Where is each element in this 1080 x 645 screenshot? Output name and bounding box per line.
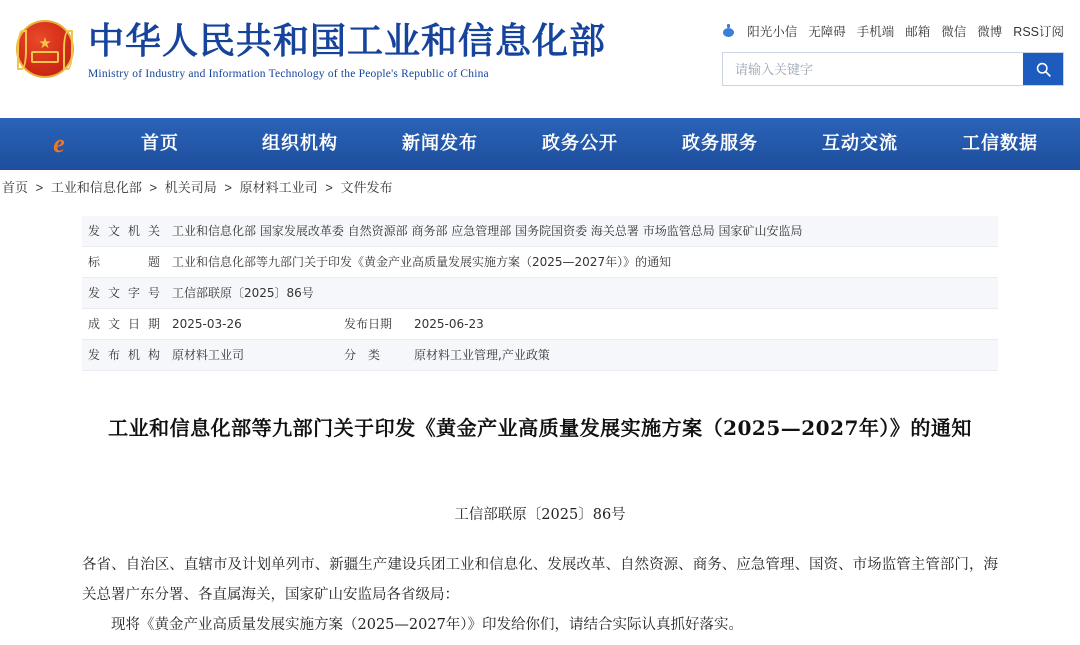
sun-icon bbox=[721, 24, 736, 39]
breadcrumb-item-raw-materials[interactable]: 原材料工业司 bbox=[239, 180, 318, 195]
top-link-sunshine[interactable]: 阳光小信 bbox=[747, 25, 798, 39]
nav-items bbox=[90, 118, 1070, 170]
breadcrumb-item-document-release[interactable]: 文件发布 bbox=[340, 180, 393, 195]
meta-value-release-date: 2025-06-23 bbox=[408, 309, 998, 340]
nav-item-government-affairs[interactable]: 政务公开 bbox=[542, 133, 618, 154]
meta-value-category: 原材料工业管理,产业政策 bbox=[408, 340, 998, 371]
breadcrumb-separator: > bbox=[325, 180, 333, 195]
nav-item-data[interactable]: 工信数据 bbox=[962, 133, 1038, 154]
document-paragraph-body: 现将《黄金产业高质量发展实施方案（2025—2027年）》印发给你们，请结合实际认真抓好落实。 bbox=[111, 617, 744, 633]
top-link-weibo[interactable]: 微博 bbox=[977, 25, 1003, 39]
miit-e-logo-icon: e bbox=[53, 129, 65, 158]
site-header bbox=[0, 0, 1080, 118]
nav-item-news[interactable]: 新闻发布 bbox=[402, 133, 478, 154]
meta-label-publisher: 发布机构 bbox=[82, 340, 166, 371]
meta-label-release-date: 发布日期 bbox=[338, 309, 408, 340]
table-row bbox=[82, 247, 998, 278]
top-link-mail[interactable]: 邮箱 bbox=[905, 25, 931, 39]
nav-item-interaction[interactable]: 互动交流 bbox=[822, 133, 898, 154]
nav-item-home[interactable]: 首页 bbox=[141, 133, 179, 154]
document-paragraph-recipients: 各省、自治区、直辖市及计划单列市、新疆生产建设兵团工业和信息化、发展改革、自然资源、商务、应急管理、国资、市场监管主管部门，海关总署广东分署、各直属海关，国家矿山安监局各省级局： bbox=[82, 557, 998, 603]
breadcrumb-separator: > bbox=[149, 180, 158, 195]
header-utilities bbox=[722, 22, 1064, 86]
meta-label-title: 标 题 bbox=[82, 247, 166, 278]
meta-label-completion-date: 成文日期 bbox=[82, 309, 166, 340]
site-title-block bbox=[88, 20, 606, 80]
top-link-wechat[interactable]: 微信 bbox=[941, 25, 967, 39]
document-number: 工信部联原〔2025〕86号 bbox=[454, 507, 626, 523]
nav-item-organization[interactable]: 组织机构 bbox=[262, 133, 338, 154]
table-row bbox=[82, 340, 998, 371]
national-emblem-icon: ★ bbox=[14, 18, 76, 80]
top-link-rss[interactable]: RSS订阅 bbox=[1013, 25, 1064, 39]
top-links bbox=[722, 22, 1064, 40]
document-meta-table bbox=[82, 216, 998, 371]
breadcrumb-item-home[interactable]: 首页 bbox=[2, 180, 29, 195]
top-link-mobile[interactable]: 手机端 bbox=[856, 25, 895, 39]
table-row bbox=[82, 309, 998, 340]
meta-value-document-number: 工信部联原〔2025〕86号 bbox=[166, 278, 998, 309]
meta-label-category: 分 类 bbox=[338, 340, 408, 371]
top-link-accessibility[interactable]: 无障碍 bbox=[808, 25, 846, 39]
page-body bbox=[0, 216, 1080, 640]
meta-value-issuing-agency: 工业和信息化部 国家发展改革委 自然资源部 商务部 应急管理部 国务院国资委 海关总署 市场监管总局 国家矿山安监局 bbox=[166, 216, 998, 247]
meta-value-completion-date: 2025-03-26 bbox=[166, 309, 338, 340]
breadcrumb-separator: > bbox=[35, 180, 44, 195]
meta-label-issuing-agency: 发文机关 bbox=[82, 216, 166, 247]
document-container bbox=[82, 216, 998, 640]
search-button[interactable] bbox=[1023, 53, 1063, 85]
meta-value-publisher: 原材料工业司 bbox=[166, 340, 338, 371]
page-title: 工业和信息化部等九部门关于印发《黄金产业高质量发展实施方案（2025—2027年）》的通知 bbox=[108, 416, 972, 440]
breadcrumb-separator: > bbox=[224, 180, 232, 195]
site-title-cn: 中华人民共和国工业和信息化部 bbox=[88, 21, 607, 62]
meta-value-title: 工业和信息化部等九部门关于印发《黄金产业高质量发展实施方案（2025—2027年）》的通知 bbox=[166, 247, 998, 278]
main-navigation bbox=[0, 118, 1080, 170]
search-bar bbox=[722, 52, 1064, 86]
table-row bbox=[82, 216, 998, 247]
breadcrumb-item-ministry[interactable]: 工业和信息化部 bbox=[50, 180, 142, 195]
nav-item-government-services[interactable]: 政务服务 bbox=[682, 133, 758, 154]
search-input[interactable] bbox=[723, 53, 1023, 85]
breadcrumb bbox=[0, 170, 1080, 206]
table-row bbox=[82, 278, 998, 309]
site-title-en: Ministry of Industry and Information Technology of the People's Republic of China bbox=[88, 68, 489, 80]
meta-label-document-number: 发文字号 bbox=[82, 278, 166, 309]
search-icon bbox=[1035, 61, 1052, 78]
breadcrumb-item-departments[interactable]: 机关司局 bbox=[164, 180, 217, 195]
